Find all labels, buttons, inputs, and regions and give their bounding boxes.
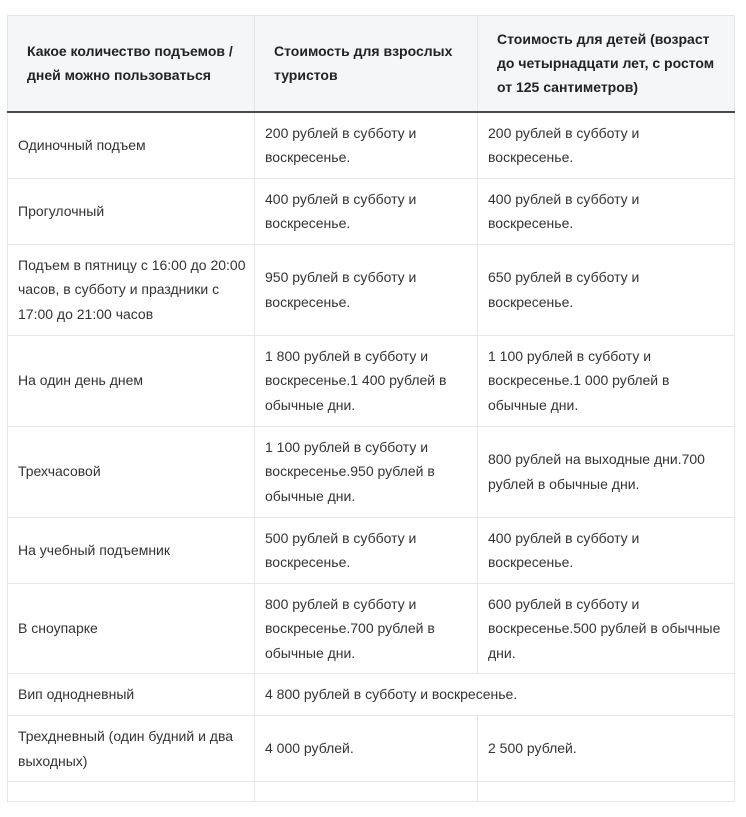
row-type-cell: На учебный подъемник [8,517,255,583]
child-price-cell [478,782,735,802]
header-row [8,16,735,112]
row-type-cell: На один день днем [8,335,255,426]
table-row [8,335,735,426]
row-type-cell: Подъем в пятницу с 16:00 до 20:00 часов, в субботу и праздники с 17:00 до 21:00 часов [8,244,255,335]
ski-pass-price-table [7,15,735,802]
table-row [8,716,735,782]
header-lifts-days: Какое количество подъемов / дней можно пользоваться [8,16,255,112]
merged-price-cell: 4 800 рублей в субботу и воскресенье. [255,674,735,716]
adult-price-cell [255,782,478,802]
row-type-cell: Вип однодневный [8,674,255,716]
adult-price-cell: 200 рублей в субботу и воскресенье. [255,112,478,179]
adult-price-cell: 4 000 рублей. [255,716,478,782]
adult-price-cell: 1 100 рублей в субботу и воскресенье.950 рублей в обычные дни. [255,426,478,517]
table-row [8,112,735,179]
table-header [8,16,735,112]
row-type-cell: Трехдневный (один будний и два выходных) [8,716,255,782]
child-price-cell: 200 рублей в субботу и воскресенье. [478,112,735,179]
child-price-cell: 400 рублей в субботу и воскресенье. [478,517,735,583]
table-row [8,517,735,583]
child-price-cell: 2 500 рублей. [478,716,735,782]
child-price-cell: 800 рублей на выходные дни.700 рублей в обычные дни. [478,426,735,517]
adult-price-cell: 950 рублей в субботу и воскресенье. [255,244,478,335]
price-table-container [7,15,734,802]
table-row [8,244,735,335]
adult-price-cell: 400 рублей в субботу и воскресенье. [255,178,478,244]
child-price-cell: 400 рублей в субботу и воскресенье. [478,178,735,244]
table-row [8,583,735,674]
table-body [8,112,735,802]
table-row [8,426,735,517]
row-type-cell: В сноупарке [8,583,255,674]
adult-price-cell: 800 рублей в субботу и воскресенье.700 рублей в обычные дни. [255,583,478,674]
child-price-cell: 1 100 рублей в субботу и воскресенье.1 000 рублей в обычные дни. [478,335,735,426]
header-adult-price: Стоимость для взрослых туристов [255,16,478,112]
table-row [8,674,735,716]
row-type-cell [8,782,255,802]
table-row [8,178,735,244]
row-type-cell: Одиночный подъем [8,112,255,179]
row-type-cell: Прогулочный [8,178,255,244]
child-price-cell: 600 рублей в субботу и воскресенье.500 рублей в обычные дни. [478,583,735,674]
adult-price-cell: 1 800 рублей в субботу и воскресенье.1 400 рублей в обычные дни. [255,335,478,426]
header-child-price: Стоимость для детей (возраст до четырнадцати лет, с ростом от 125 сантиметров) [478,16,735,112]
adult-price-cell: 500 рублей в субботу и воскресенье. [255,517,478,583]
table-row-partial [8,782,735,802]
row-type-cell: Трехчасовой [8,426,255,517]
child-price-cell: 650 рублей в субботу и воскресенье. [478,244,735,335]
